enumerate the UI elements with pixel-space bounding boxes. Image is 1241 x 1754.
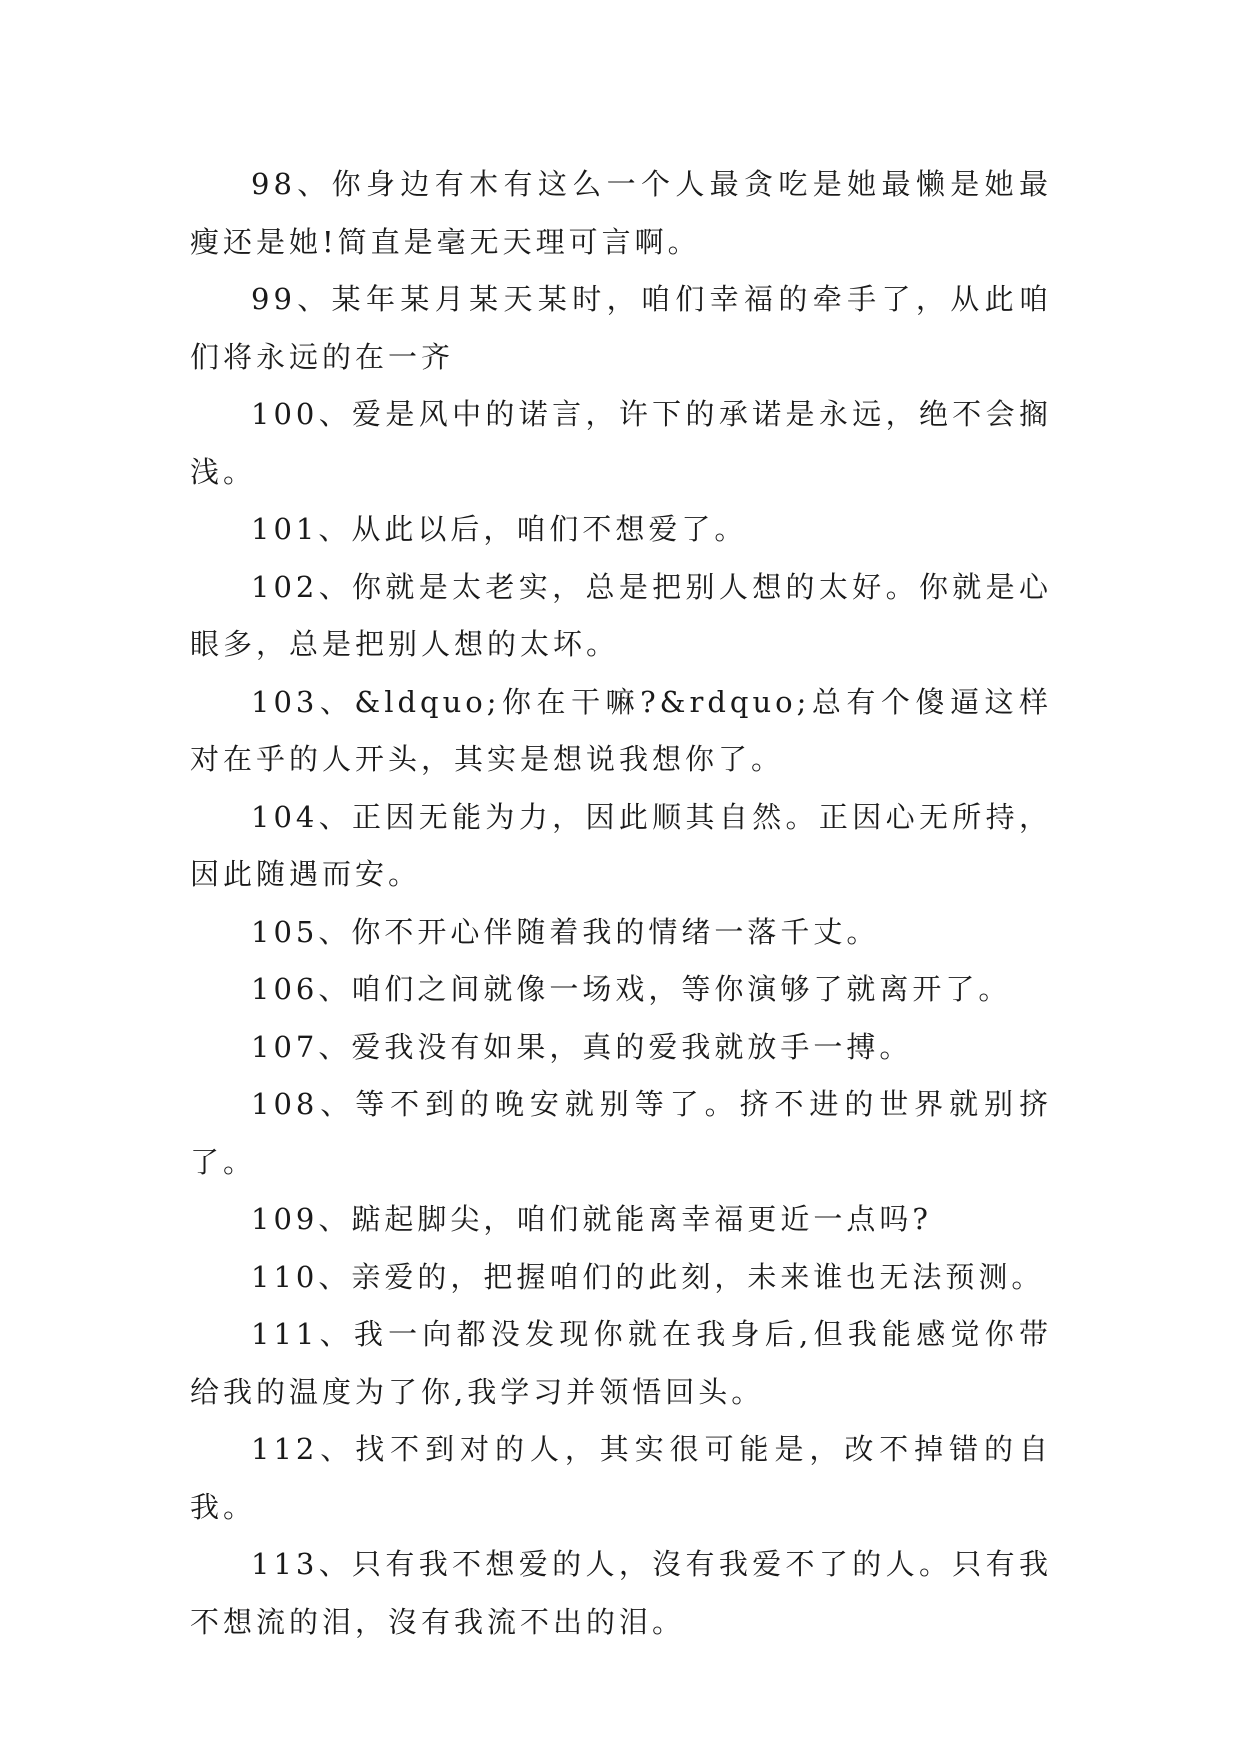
paragraph-101: 101、从此以后，咱们不想爱了。 [251,512,748,546]
paragraph-106: 106、咱们之间就像一场戏，等你演够了就离开了。 [251,972,1012,1006]
paragraph-105: 105、你不开心伴随着我的情绪一落千丈。 [251,914,880,949]
document-body [190,156,1052,1651]
paragraph-108: 108、等不到的晚安就别等了。挤不进的世界就别挤了。 [190,1087,1052,1179]
paragraph-104: 104、正因无能为力，因此顺其自然。正因心无所持，因此随遇而安。 [190,799,1052,891]
paragraph-100: 100、爱是风中的诺言，许下的承诺是永远，绝不会搁浅。 [190,397,1052,489]
paragraph-111: 111、我一向都没发现你就在我身后,但我能感觉你带给我的温度为了你,我学习并领悟回头。 [190,1317,1052,1409]
paragraph-107: 107、爱我没有如果，真的爱我就放手一搏。 [251,1029,913,1064]
paragraph-113: 113、只有我不想爱的人，沒有我爱不了的人。只有我不想流的泪，沒有我流不出的泪。 [190,1547,1052,1639]
paragraph-110: 110、亲爱的，把握咱们的此刻，未来谁也无法预测。 [251,1259,1045,1294]
paragraph-109: 109、踮起脚尖，咱们就能离幸福更近一点吗? [251,1202,932,1236]
paragraph-98: 98、你身边有木有这么一个人最贪吃是她最懒是她最瘦还是她!简直是毫无天理可言啊。 [190,167,1052,259]
paragraph-99: 99、某年某月某天某时，咱们幸福的牵手了，从此咱们将永远的在一齐 [190,282,1052,374]
paragraph-112: 112、找不到对的人，其实很可能是，改不掉错的自我。 [190,1432,1052,1524]
paragraph-102: 102、你就是太老实，总是把别人想的太好。你就是心眼多，总是把别人想的太坏。 [190,569,1052,661]
paragraph-103: 103、&ldquo;你在干嘛?&rdquo;总有个傻逼这样对在乎的人开头，其实是想说我想你了。 [190,684,1052,776]
